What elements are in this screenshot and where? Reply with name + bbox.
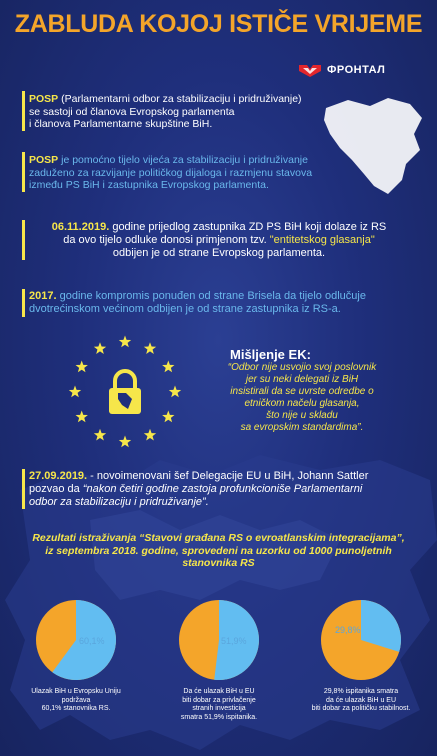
pie-chart-2 — [178, 599, 260, 681]
page-title: ZABLUDA KOJOJ ISTIČE VRIJEME — [14, 10, 423, 38]
posp-label: POSP — [29, 93, 59, 105]
survey-heading: Rezultati istraživanja “Stavovi građana RS o evroatlanskim integracijama”, iz septembra 2018. godine, sprovedeni na uzorku od 1000 punoljetnih stanovnika RS — [32, 532, 405, 569]
posp-label: POSP — [29, 154, 59, 166]
accent-bar — [22, 289, 25, 317]
eu-star-icon — [144, 342, 156, 354]
eu-star-icon — [94, 429, 106, 441]
pie-value-label: 51,9% — [221, 636, 247, 646]
logo-text: ФРОНТАЛ — [327, 64, 386, 76]
compromise-note: 2017. godine kompromis ponuđen od strane Brisela da tijelo odlučuje dvotrećinskom većinom odbijen je od strane zastupnika iz RS-a. — [29, 290, 366, 315]
opinion-quote: “Odbor nije usvojio svoj poslovnik jer su neki delegati iz BiH insistirali da se uvrste odredbe o etničkom načelu glasanja, što nije u skladu sa evropskim standardima”. — [227, 362, 377, 433]
entity-voting-note: 06.11.2019. godine prijedlog zastupnika ZD PS BiH koji dolaze iz RS da ovo tijelo odluke donosi primjenom tzv. "entitetskog glasanja" odbijen je od strane Evropskog parlamenta. — [51, 221, 387, 259]
accent-bar — [22, 152, 25, 192]
pie-value-label: 60,1% — [79, 636, 105, 646]
eu-star-icon — [162, 361, 174, 373]
accent-bar — [22, 469, 25, 509]
frontal-logo — [297, 62, 385, 78]
eu-star-icon — [76, 411, 88, 423]
eu-star-icon — [76, 361, 88, 373]
eu-star-icon — [144, 429, 156, 441]
eu-star-icon — [169, 386, 181, 398]
eu-star-icon — [119, 336, 131, 348]
opinion-title: Mišljenje EK: — [230, 347, 311, 362]
accent-bar — [22, 91, 25, 131]
pie-caption-1: Ulazak BiH u Evropsku Uniju podržava 60,1% stanovnika RS. — [31, 688, 121, 712]
eu-star-icon — [162, 411, 174, 423]
eu-star-icon — [94, 342, 106, 354]
padlock-icon — [109, 371, 141, 414]
eu-stars-emblem — [66, 333, 184, 451]
date-label: 06.11.2019. — [51, 221, 110, 233]
eu-star-icon — [119, 436, 131, 448]
pie-caption-3: 29,8% ispitanika smatra da će ulazak BiH u EU biti dobar za političku stabilnost. — [311, 688, 411, 712]
pie-chart-1 — [35, 599, 117, 681]
year-label: 2017. — [29, 290, 57, 302]
posp-role: POSP je pomoćno tijelo vijeća za stabilizaciju i pridruživanje zaduženo za razvijanje političkog dijaloga i razmjenu stavova između PS BiH i zastupnika Evropskog parlamenta. — [29, 154, 313, 191]
pie-value-label: 29,8% — [335, 625, 361, 635]
frontal-logo-icon — [297, 63, 323, 78]
eu-star-icon — [69, 386, 81, 398]
posp-description: POSP (Parlamentarni odbor za stabilizaciju i pridruživanje) se sastoji od članova Evropskog parlamenta i članova Parlamentarne skupštine BiH. — [29, 93, 302, 130]
date-label: 27.09.2019. — [29, 470, 88, 482]
pie-caption-2: Da će ulazak BiH u EU biti dobar za privlačenje stranih investicija smatra 51,9% ispitanika. — [180, 688, 258, 721]
pie-chart-3 — [320, 599, 402, 681]
sattler-note: 27.09.2019. - novoimenovani šef Delegacije EU u BiH, Johann Sattler pozvao da “nakon četiri godine zastoja profunkcioniše Parlamentarni odbor za stabilizaciju i pridruživanje”. — [29, 470, 369, 508]
